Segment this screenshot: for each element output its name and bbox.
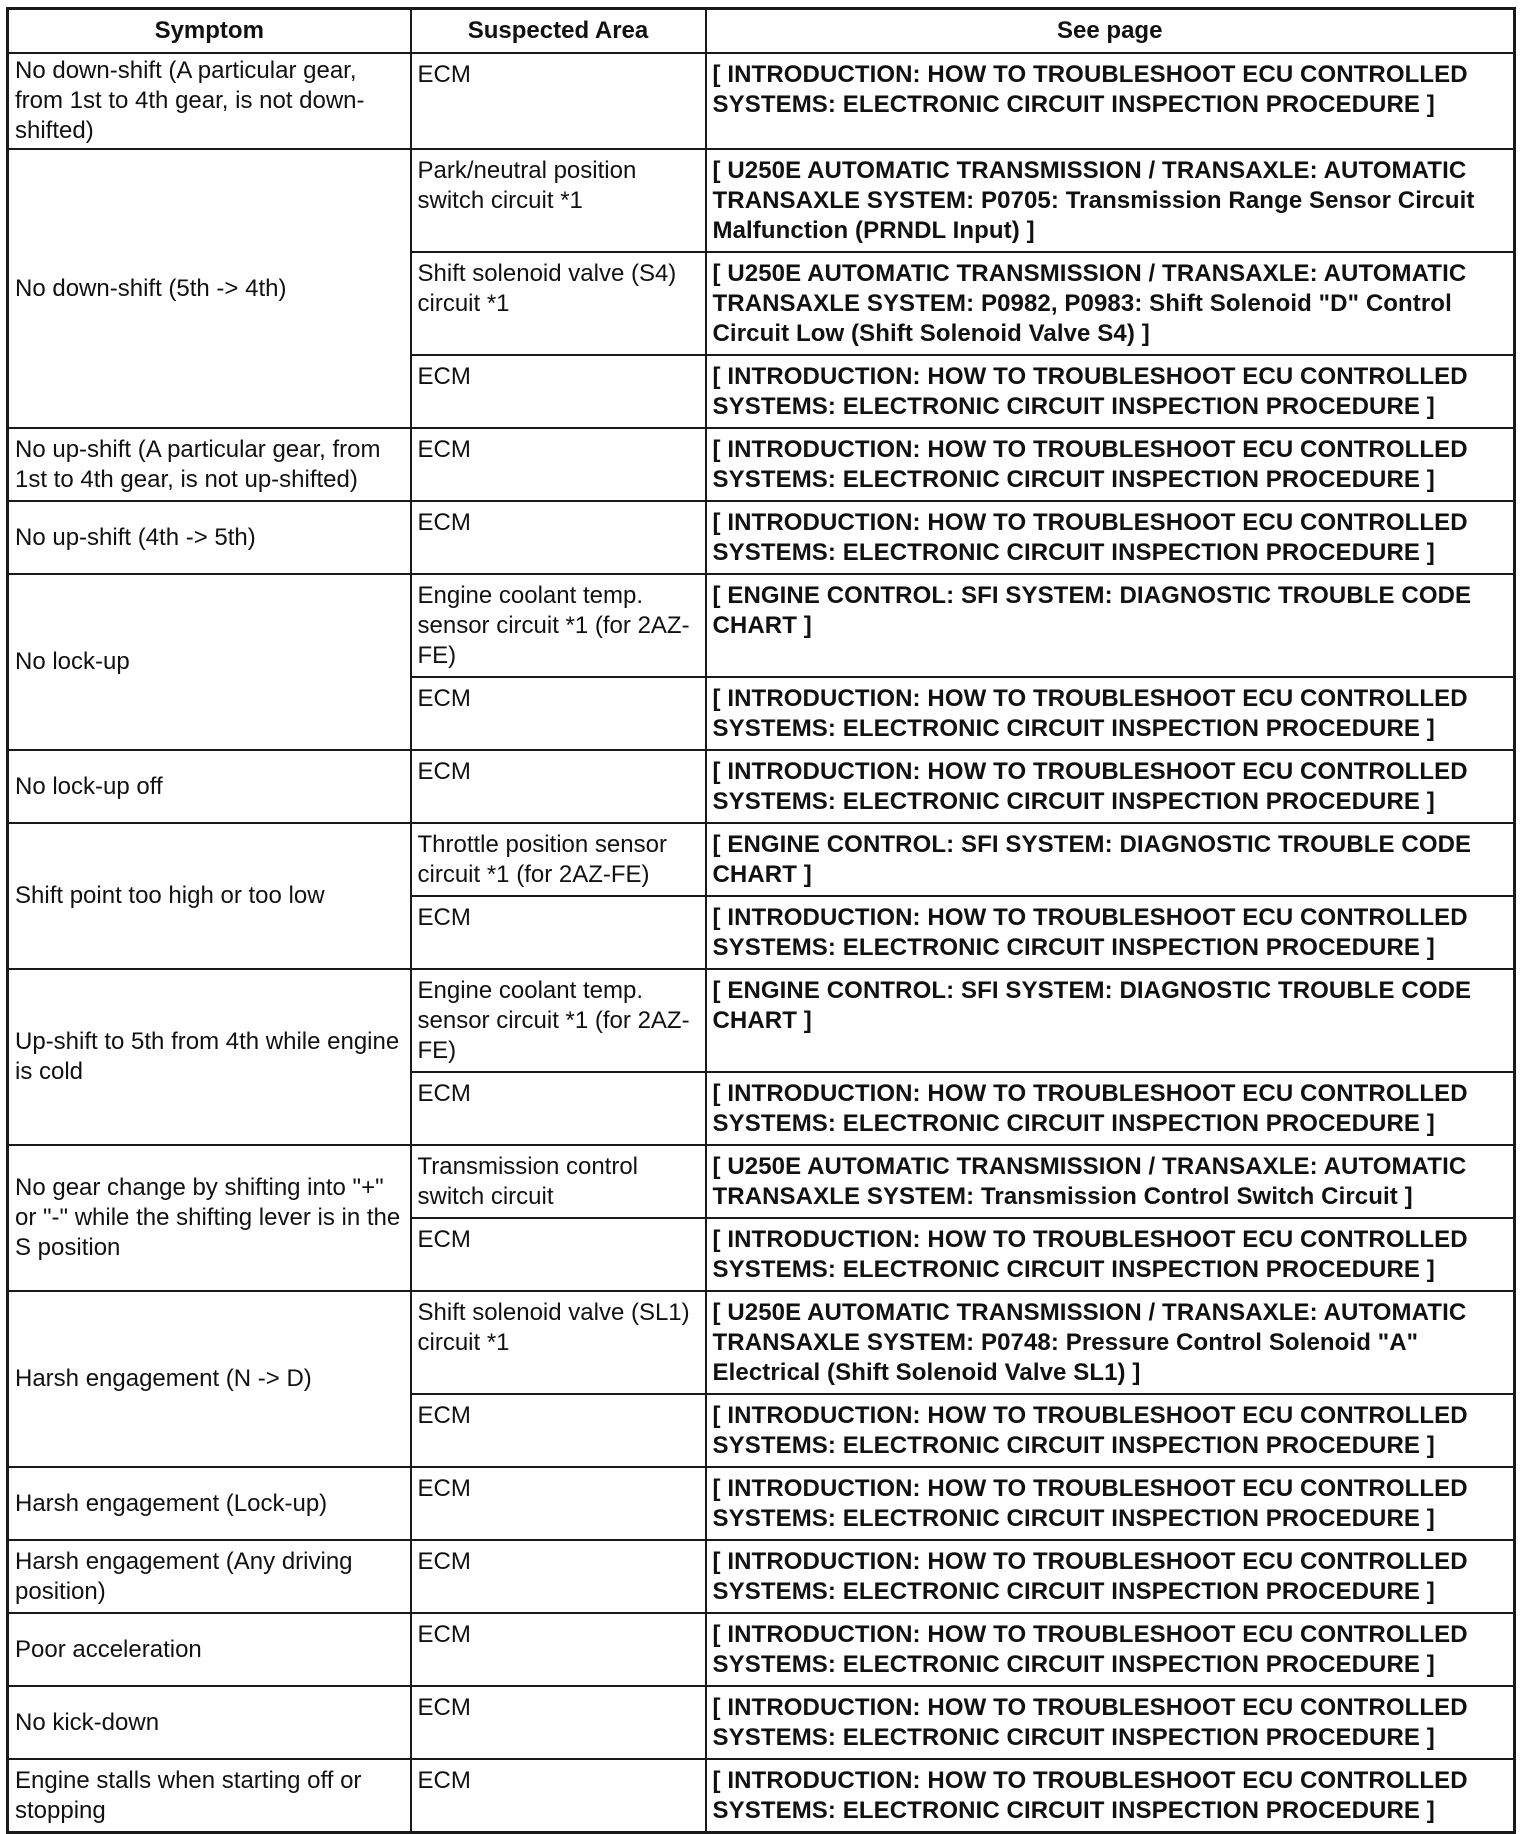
symptom-cell: Engine stalls when starting off or stopping [8,1759,411,1833]
suspected-area-cell: Throttle position sensor circuit *1 (for 2AZ-FE) [411,823,706,896]
suspected-area-cell: Engine coolant temp. sensor circuit *1 (for 2AZ-FE) [411,574,706,677]
symptom-cell: No gear change by shifting into "+" or "-" while the shifting lever is in the S position [8,1145,411,1291]
suspected-area-cell: Shift solenoid valve (SL1) circuit *1 [411,1291,706,1394]
symptom-cell: No lock-up [8,574,411,750]
suspected-area-cell: ECM [411,1467,706,1540]
table-row [8,149,1515,252]
table-row [8,501,1515,574]
table-row [8,428,1515,501]
table-row [8,969,1515,1072]
suspected-area-cell: ECM [411,1540,706,1613]
see-page-reference-cell: [ INTRODUCTION: HOW TO TROUBLESHOOT ECU CONTROLLED SYSTEMS: ELECTRONIC CIRCUIT INSPECTION PROCEDURE ] [706,53,1515,149]
suspected-area-cell: ECM [411,1394,706,1467]
see-page-reference-cell: [ INTRODUCTION: HOW TO TROUBLESHOOT ECU CONTROLLED SYSTEMS: ELECTRONIC CIRCUIT INSPECTION PROCEDURE ] [706,1613,1515,1686]
symptom-cell: No down-shift (A particular gear, from 1st to 4th gear, is not down-shifted) [8,53,411,149]
suspected-area-cell: ECM [411,1218,706,1291]
symptom-cell: No down-shift (5th -> 4th) [8,149,411,428]
see-page-reference-cell: [ INTRODUCTION: HOW TO TROUBLESHOOT ECU CONTROLLED SYSTEMS: ELECTRONIC CIRCUIT INSPECTION PROCEDURE ] [706,677,1515,750]
symptom-cell: No kick-down [8,1686,411,1759]
table-row [8,1613,1515,1686]
see-page-reference-cell: [ INTRODUCTION: HOW TO TROUBLESHOOT ECU CONTROLLED SYSTEMS: ELECTRONIC CIRCUIT INSPECTION PROCEDURE ] [706,896,1515,969]
suspected-area-cell: ECM [411,896,706,969]
suspected-area-cell: ECM [411,1686,706,1759]
see-page-reference-cell: [ INTRODUCTION: HOW TO TROUBLESHOOT ECU CONTROLLED SYSTEMS: ELECTRONIC CIRCUIT INSPECTION PROCEDURE ] [706,428,1515,501]
table-body [8,53,1515,1833]
see-page-reference-cell: [ INTRODUCTION: HOW TO TROUBLESHOOT ECU CONTROLLED SYSTEMS: ELECTRONIC CIRCUIT INSPECTION PROCEDURE ] [706,501,1515,574]
suspected-area-cell: ECM [411,750,706,823]
table-row [8,823,1515,896]
see-page-reference-cell: [ INTRODUCTION: HOW TO TROUBLESHOOT ECU CONTROLLED SYSTEMS: ELECTRONIC CIRCUIT INSPECTION PROCEDURE ] [706,1759,1515,1833]
suspected-area-cell: ECM [411,677,706,750]
suspected-area-cell: ECM [411,355,706,428]
symptom-cell: Poor acceleration [8,1613,411,1686]
suspected-area-cell: Engine coolant temp. sensor circuit *1 (for 2AZ-FE) [411,969,706,1072]
header-symptom: Symptom [8,9,411,54]
table-row [8,1291,1515,1394]
header-see-page: See page [706,9,1515,54]
suspected-area-cell: ECM [411,1759,706,1833]
see-page-reference-cell: [ U250E AUTOMATIC TRANSMISSION / TRANSAXLE: AUTOMATIC TRANSAXLE SYSTEM: P0748: Pressure Control Solenoid "A" Electrical (Shift Solenoid Valve SL1) ] [706,1291,1515,1394]
see-page-reference-cell: [ ENGINE CONTROL: SFI SYSTEM: DIAGNOSTIC TROUBLE CODE CHART ] [706,969,1515,1072]
suspected-area-cell: ECM [411,428,706,501]
symptom-cell: No up-shift (A particular gear, from 1st to 4th gear, is not up-shifted) [8,428,411,501]
symptom-cell: No up-shift (4th -> 5th) [8,501,411,574]
see-page-reference-cell: [ INTRODUCTION: HOW TO TROUBLESHOOT ECU CONTROLLED SYSTEMS: ELECTRONIC CIRCUIT INSPECTION PROCEDURE ] [706,1467,1515,1540]
table-row [8,574,1515,677]
see-page-reference-cell: [ U250E AUTOMATIC TRANSMISSION / TRANSAXLE: AUTOMATIC TRANSAXLE SYSTEM: P0982, P0983: Shift Solenoid "D" Control Circuit Low (Shift Solenoid Valve S4) ] [706,252,1515,355]
suspected-area-cell: Transmission control switch circuit [411,1145,706,1218]
header-suspected-area: Suspected Area [411,9,706,54]
see-page-reference-cell: [ ENGINE CONTROL: SFI SYSTEM: DIAGNOSTIC TROUBLE CODE CHART ] [706,574,1515,677]
see-page-reference-cell: [ INTRODUCTION: HOW TO TROUBLESHOOT ECU CONTROLLED SYSTEMS: ELECTRONIC CIRCUIT INSPECTION PROCEDURE ] [706,1540,1515,1613]
see-page-reference-cell: [ INTRODUCTION: HOW TO TROUBLESHOOT ECU CONTROLLED SYSTEMS: ELECTRONIC CIRCUIT INSPECTION PROCEDURE ] [706,750,1515,823]
suspected-area-cell: ECM [411,501,706,574]
table-row [8,750,1515,823]
table-row [8,1686,1515,1759]
see-page-reference-cell: [ U250E AUTOMATIC TRANSMISSION / TRANSAXLE: AUTOMATIC TRANSAXLE SYSTEM: P0705: Transmission Range Sensor Circuit Malfunction (PRNDL Input) ] [706,149,1515,252]
suspected-area-cell: Park/neutral position switch circuit *1 [411,149,706,252]
symptom-cell: Harsh engagement (Any driving position) [8,1540,411,1613]
suspected-area-cell: Shift solenoid valve (S4) circuit *1 [411,252,706,355]
symptom-cell: Harsh engagement (Lock-up) [8,1467,411,1540]
suspected-area-cell: ECM [411,1613,706,1686]
see-page-reference-cell: [ INTRODUCTION: HOW TO TROUBLESHOOT ECU CONTROLLED SYSTEMS: ELECTRONIC CIRCUIT INSPECTION PROCEDURE ] [706,1072,1515,1145]
symptom-table [6,7,1516,1834]
table-row [8,1759,1515,1833]
table-row [8,53,1515,149]
see-page-reference-cell: [ INTRODUCTION: HOW TO TROUBLESHOOT ECU CONTROLLED SYSTEMS: ELECTRONIC CIRCUIT INSPECTION PROCEDURE ] [706,355,1515,428]
suspected-area-cell: ECM [411,1072,706,1145]
suspected-area-cell: ECM [411,53,706,149]
table-row [8,1540,1515,1613]
see-page-reference-cell: [ INTRODUCTION: HOW TO TROUBLESHOOT ECU CONTROLLED SYSTEMS: ELECTRONIC CIRCUIT INSPECTION PROCEDURE ] [706,1218,1515,1291]
see-page-reference-cell: [ INTRODUCTION: HOW TO TROUBLESHOOT ECU CONTROLLED SYSTEMS: ELECTRONIC CIRCUIT INSPECTION PROCEDURE ] [706,1686,1515,1759]
symptom-cell: Up-shift to 5th from 4th while engine is cold [8,969,411,1145]
see-page-reference-cell: [ U250E AUTOMATIC TRANSMISSION / TRANSAXLE: AUTOMATIC TRANSAXLE SYSTEM: Transmission Control Switch Circuit ] [706,1145,1515,1218]
symptom-cell: Shift point too high or too low [8,823,411,969]
table-row [8,1145,1515,1218]
symptom-cell: Harsh engagement (N -> D) [8,1291,411,1467]
table-row [8,1467,1515,1540]
see-page-reference-cell: [ INTRODUCTION: HOW TO TROUBLESHOOT ECU CONTROLLED SYSTEMS: ELECTRONIC CIRCUIT INSPECTION PROCEDURE ] [706,1394,1515,1467]
see-page-reference-cell: [ ENGINE CONTROL: SFI SYSTEM: DIAGNOSTIC TROUBLE CODE CHART ] [706,823,1515,896]
table-header-row [8,9,1515,54]
troubleshooting-table-container [6,7,1513,1834]
symptom-cell: No lock-up off [8,750,411,823]
